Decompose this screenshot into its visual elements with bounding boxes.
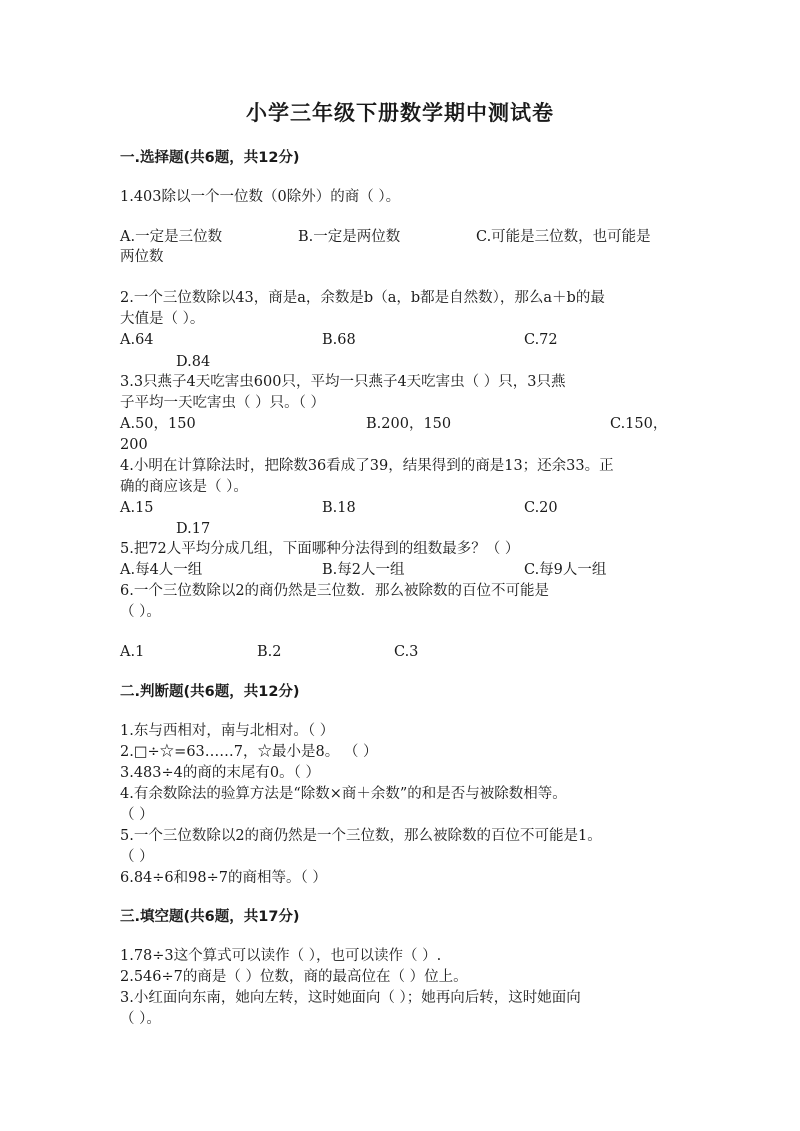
q1-option-b: B.一定是两位数 <box>298 229 401 245</box>
q3-option-c: C.150， <box>610 416 668 432</box>
q3-option-a: A.50，150 <box>120 416 196 432</box>
judgment-q4-line1: 4.有余数除法的验算方法是“除数×商＋余数”的和是否与被除数相等。 <box>120 786 567 802</box>
q6-stem-line1: 6.一个三位数除以2的商仍然是三位数．那么被除数的百位不可能是 <box>120 583 550 599</box>
q4-option-a: A.15 <box>120 500 154 516</box>
fill-q3-line2: （ ）。 <box>120 1011 161 1027</box>
q3-stem-line2: 子平均一天吃害虫（ ）只。（ ） <box>120 395 325 411</box>
q2-stem-line2: 大值是（ ）。 <box>120 311 205 327</box>
judgment-q5-line1: 5.一个三位数除以2的商仍然是一个三位数，那么被除数的百位不可能是1。 <box>120 828 602 844</box>
q6-option-c: C.3 <box>394 644 419 660</box>
section-heading-fill: 三.填空题(共6题，共17分) <box>120 909 300 925</box>
q5-option-b: B.每2人一组 <box>322 562 405 578</box>
q1-option-a: A.一定是三位数 <box>120 229 223 245</box>
judgment-q3: 3.483÷4的商的末尾有0。（ ） <box>120 765 320 781</box>
q2-option-c: C.72 <box>524 332 558 348</box>
q1-option-c-cont: 两位数 <box>120 249 164 265</box>
q2-stem-line1: 2.一个三位数除以43，商是a，余数是b（a，b都是自然数），那么a＋b的最 <box>120 290 605 306</box>
q5-stem: 5.把72人平均分成几组，下面哪种分法得到的组数最多？（ ） <box>120 541 520 557</box>
q6-option-b: B.2 <box>257 644 282 660</box>
q6-stem-line2: （ ）。 <box>120 604 161 620</box>
q4-stem-line1: 4.小明在计算除法时，把除数36看成了39，结果得到的商是13；还余33。正 <box>120 458 614 474</box>
q4-stem-line2: 确的商应该是（ ）。 <box>120 479 248 495</box>
page-title: 小学三年级下册数学期中测试卷 <box>246 101 554 125</box>
q4-option-c: C.20 <box>524 500 558 516</box>
q1-option-c: C.可能是三位数，也可能是 <box>476 229 651 245</box>
q4-option-d: D.17 <box>176 521 211 537</box>
q4-option-b: B.18 <box>322 500 356 516</box>
q1-stem: 1.403除以一个一位数（0除外）的商（ ）。 <box>120 189 401 205</box>
q3-stem-line1: 3.3只燕子4天吃害虫600只，平均一只燕子4天吃害虫（ ）只，3只燕 <box>120 374 566 390</box>
q6-option-a: A.1 <box>120 644 145 660</box>
q2-option-a: A.64 <box>120 332 154 348</box>
judgment-q5-line2: （ ） <box>120 849 154 865</box>
judgment-q1: 1.东与西相对，南与北相对。（ ） <box>120 723 335 739</box>
q3-option-b: B.200，150 <box>366 416 452 432</box>
fill-q1: 1.78÷3这个算式可以读作（ ），也可以读作（ ）. <box>120 948 442 964</box>
q5-option-a: A.每4人一组 <box>120 562 203 578</box>
q5-option-c: C.每9人一组 <box>524 562 607 578</box>
q2-option-b: B.68 <box>322 332 356 348</box>
section-heading-choice: 一.选择题(共6题，共12分) <box>120 150 300 166</box>
judgment-q4-line2: （ ） <box>120 807 154 823</box>
fill-q3-line1: 3.小红面向东南，她向左转，这时她面向（ ）；她再向后转，这时她面向 <box>120 990 581 1006</box>
judgment-q2: 2.□÷☆=63……7，☆最小是8。 （ ） <box>120 744 378 760</box>
q3-option-c-cont: 200 <box>120 437 148 453</box>
fill-q2: 2.546÷7的商是（ ）位数，商的最高位在（ ）位上。 <box>120 969 468 985</box>
q2-option-d: D.84 <box>176 354 211 370</box>
section-heading-judgment: 二.判断题(共6题，共12分) <box>120 684 300 700</box>
judgment-q6: 6.84÷6和98÷7的商相等。（ ） <box>120 870 327 886</box>
